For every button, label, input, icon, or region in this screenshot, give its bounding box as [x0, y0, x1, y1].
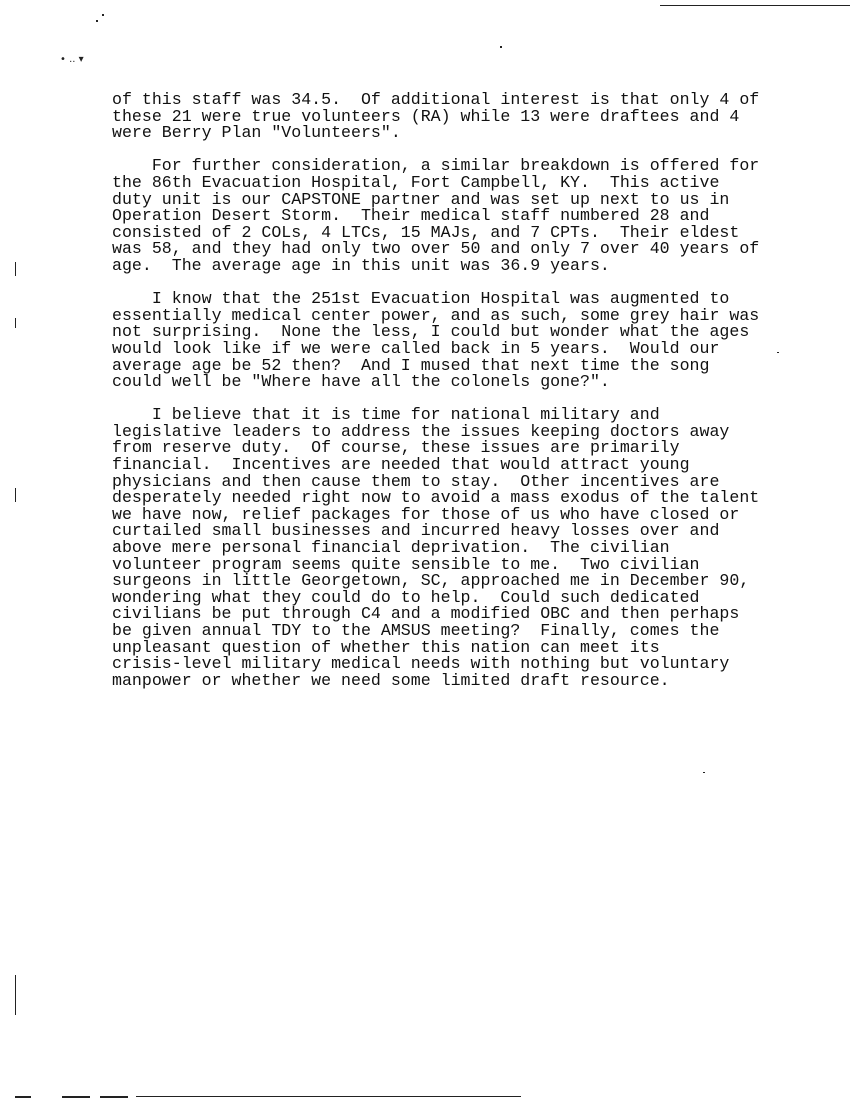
scan-speck [500, 46, 502, 48]
document-body [112, 92, 759, 689]
text-line: be given annual TDY to the AMSUS meeting? Finally, comes the [112, 621, 720, 640]
scan-bottom-rule [136, 1096, 521, 1097]
scan-speck [102, 14, 104, 16]
scan-speck [96, 20, 98, 22]
text-line: duty unit is our CAPSTONE partner and was set up next to us in [112, 189, 730, 209]
text-line: curtailed small businesses and incurred heavy losses over and [112, 521, 720, 541]
scan-bottom-dash [15, 1096, 31, 1098]
text-line: consisted of 2 COLs, 4 LTCs, 15 MAJs, and 7 CPTs. Their eldest [112, 222, 740, 242]
scan-speck [703, 772, 705, 773]
paragraph [112, 407, 759, 689]
text-line: not surprising. None the less, I could but wonder what the ages [112, 322, 750, 342]
text-line: could well be "Where have all the colonels gone?". [112, 372, 610, 392]
paragraph [112, 158, 759, 274]
text-line: For further consideration, a similar breakdown is offered for [112, 156, 760, 176]
text-line: from reserve duty. Of course, these issues are primarily [112, 438, 680, 458]
scan-margin-mark [15, 262, 16, 276]
paragraph [112, 92, 759, 142]
text-line: surgeons in little Georgetown, SC, approached me in December 90, [112, 571, 750, 591]
text-line: legislative leaders to address the issues keeping doctors away [112, 421, 730, 441]
text-line: financial. Incentives are needed that would attract young [112, 455, 690, 475]
scan-margin-mark [15, 318, 16, 328]
text-line: manpower or whether we need some limited draft resource. [112, 670, 670, 690]
text-line: would look like if we were called back in 5 years. Would our [112, 338, 720, 358]
text-line: I believe that it is time for national military and [112, 405, 660, 425]
scan-bottom-dash [62, 1096, 90, 1098]
text-line: wondering what they could do to help. Could such dedicated [112, 587, 700, 607]
header-marks: • .. ▾ [60, 54, 84, 65]
scan-margin-mark [15, 488, 16, 502]
text-line: unpleasant question of whether this nation can meet its [112, 637, 660, 657]
text-line: were Berry Plan "Volunteers". [112, 123, 401, 143]
text-line: desperately needed right now to avoid a mass exodus of the talent [112, 488, 760, 508]
text-line: above mere personal financial deprivation. The civilian [112, 538, 670, 558]
text-line: crisis-level military medical needs with nothing but voluntary [112, 654, 730, 674]
text-line: age. The average age in this unit was 36.9 years. [112, 255, 610, 275]
text-line: essentially medical center power, and as such, some grey hair was [112, 305, 760, 325]
scan-speck [777, 352, 779, 353]
text-line: of this staff was 34.5. Of additional interest is that only 4 of [112, 90, 760, 109]
text-line: I know that the 251st Evacuation Hospital was augmented to [112, 289, 730, 309]
scan-margin-mark [15, 975, 16, 1015]
scan-bottom-dash [100, 1096, 128, 1098]
text-line: Operation Desert Storm. Their medical staff numbered 28 and [112, 206, 710, 226]
text-line: we have now, relief packages for those of us who have closed or [112, 504, 740, 524]
text-line: average age be 52 then? And I mused that next time the song [112, 355, 710, 375]
text-line: volunteer program seems quite sensible to me. Two civilian [112, 554, 700, 574]
text-line: these 21 were true volunteers (RA) while 13 were draftees and 4 [112, 106, 740, 126]
text-line: civilians be put through C4 and a modified OBC and then perhaps [112, 604, 740, 624]
text-line: was 58, and they had only two over 50 and only 7 over 40 years of [112, 239, 760, 259]
text-line: the 86th Evacuation Hospital, Fort Campbell, KY. This active [112, 172, 720, 192]
paragraph [112, 291, 759, 391]
scan-top-rule [660, 5, 850, 6]
text-line: physicians and then cause them to stay. Other incentives are [112, 471, 720, 491]
